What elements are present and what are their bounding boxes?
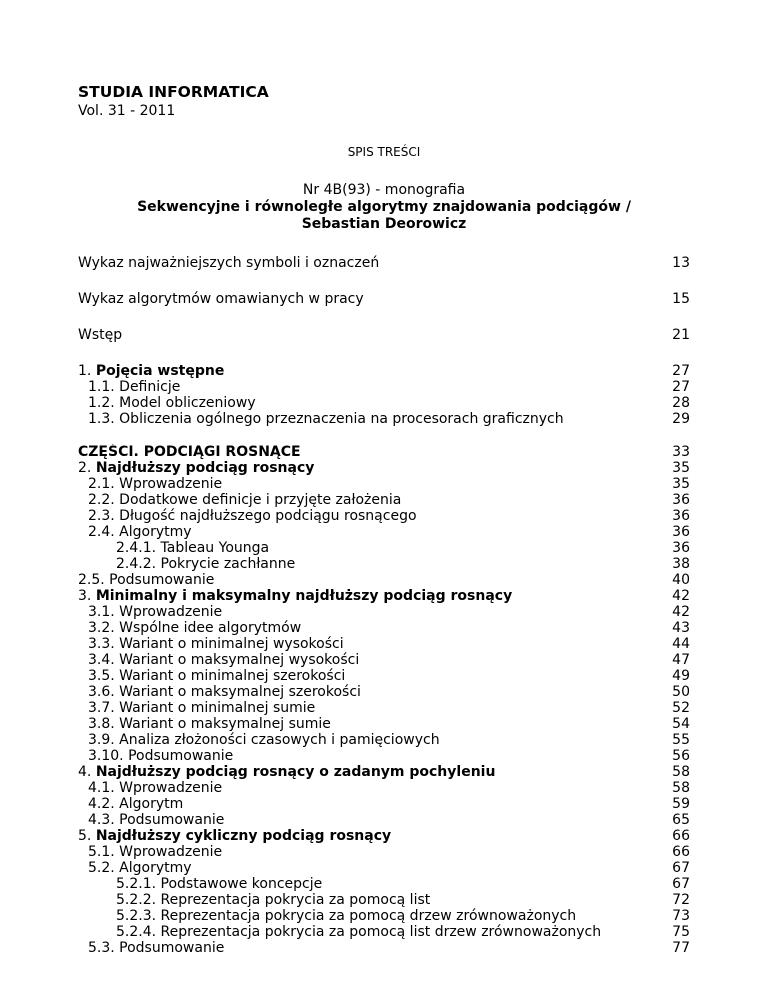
journal-title: STUDIA INFORMATICA	[78, 83, 269, 101]
chapter-title: Najdłuższy podciąg rosnący	[95, 460, 315, 476]
toc-entry-page: 42	[672, 588, 690, 604]
toc-entry-label: 3.3. Wariant o minimalnej wysokości	[88, 636, 344, 652]
toc-entry-label: 3.5. Wariant o minimalnej szerokości	[88, 668, 346, 684]
toc-entry-label: 5.2.1. Podstawowe koncepcje	[116, 876, 323, 892]
toc-entry[interactable]	[78, 395, 690, 411]
toc-entry[interactable]	[78, 572, 690, 588]
toc-entry-page: 43	[672, 620, 690, 636]
toc-entry-page: 47	[672, 652, 690, 668]
toc-entry-page: 15	[672, 291, 690, 307]
toc-entry-page: 50	[672, 684, 690, 700]
toc-subentry[interactable]	[78, 876, 690, 892]
toc-entry-label: 4.2. Algorytm	[88, 796, 184, 812]
toc-entry-label: 3.6. Wariant o maksymalnej szerokości	[88, 684, 361, 700]
toc-entry-label: 2.1. Wprowadzenie	[88, 476, 223, 492]
toc-entry-label: 3.10. Podsumowanie	[88, 748, 234, 764]
toc-entry-label: 4.3. Podsumowanie	[88, 812, 225, 828]
chapter-number: 5.	[78, 828, 96, 844]
toc-entry[interactable]	[78, 796, 690, 812]
toc-entry-page: 36	[672, 508, 690, 524]
toc-entry-label: Wykaz algorytmów omawianych w pracy	[78, 291, 364, 307]
toc-entry[interactable]	[78, 780, 690, 796]
toc-entry[interactable]	[78, 411, 690, 427]
toc-entry-page: 21	[672, 327, 690, 343]
toc-entry-page: 77	[672, 940, 690, 956]
toc-entry-page: 40	[672, 572, 690, 588]
toc-chapter-3[interactable]	[78, 588, 690, 604]
toc-entry[interactable]	[78, 940, 690, 956]
chapter-title: Najdłuższy cykliczny podciąg rosnący	[95, 828, 392, 844]
toc-entry[interactable]	[78, 748, 690, 764]
toc-entry-label: 5.2. Algorytmy	[88, 860, 192, 876]
table-of-contents	[78, 255, 690, 956]
toc-entry-page: 65	[672, 812, 690, 828]
toc-entry-label: 2.5. Podsumowanie	[78, 572, 215, 588]
toc-entry-label: 5.2.4. Reprezentacja pokrycia za pomocą list drzew zrównoważonych	[116, 924, 602, 940]
toc-entry-page: 29	[672, 411, 690, 427]
toc-entry-page: 13	[672, 255, 690, 271]
toc-subentry[interactable]	[78, 892, 690, 908]
toc-entry-page: 73	[672, 908, 690, 924]
toc-entry-page: 55	[672, 732, 690, 748]
chapter-title: Pojęcia wstępne	[95, 363, 225, 379]
toc-entry-label: 1.1. Definicje	[88, 379, 181, 395]
toc-entry-page: 58	[672, 764, 690, 780]
toc-chapter-2[interactable]	[78, 460, 690, 476]
toc-entry-label: 3.8. Wariant o maksymalnej sumie	[88, 716, 331, 732]
toc-entry-label: 5.1. Wprowadzenie	[88, 844, 223, 860]
toc-entry-page: 27	[672, 363, 690, 379]
toc-entry-page: 58	[672, 780, 690, 796]
toc-entry-page: 35	[672, 460, 690, 476]
toc-entry-page: 36	[672, 524, 690, 540]
toc-chapter-1[interactable]	[78, 363, 690, 379]
toc-entry-label: 2.4.2. Pokrycie zachłanne	[116, 556, 296, 572]
toc-subentry[interactable]	[78, 556, 690, 572]
document-page	[78, 82, 690, 956]
toc-entry-label: 3.9. Analiza złożoności czasowych i pamięciowych	[88, 732, 440, 748]
toc-entry[interactable]	[78, 844, 690, 860]
toc-entry[interactable]	[78, 524, 690, 540]
toc-entry[interactable]	[78, 668, 690, 684]
chapter-number: 3.	[78, 588, 96, 604]
chapter-title: Minimalny i maksymalny najdłuższy podciąg rosnący	[95, 588, 513, 604]
toc-entry-label: 1.2. Model obliczeniowy	[88, 395, 256, 411]
toc-entry-page: 35	[672, 476, 690, 492]
toc-entry-page: 36	[672, 492, 690, 508]
toc-entry[interactable]	[78, 636, 690, 652]
toc-entry-label: 3.4. Wariant o maksymalnej wysokości	[88, 652, 360, 668]
chapter-number: 1.	[78, 363, 96, 379]
toc-entry-page: 59	[672, 796, 690, 812]
toc-part-1[interactable]	[78, 444, 690, 460]
toc-entry-page: 38	[672, 556, 690, 572]
toc-entry-label: Wykaz najważniejszych symboli i oznaczeń	[78, 255, 380, 271]
toc-heading: SPIS TREŚCI	[347, 145, 421, 159]
toc-entry[interactable]	[78, 812, 690, 828]
toc-entry-page: 28	[672, 395, 690, 411]
toc-entry-page: 67	[672, 860, 690, 876]
toc-entry-page: 72	[672, 892, 690, 908]
toc-entry-label: 5.2.2. Reprezentacja pokrycia za pomocą list	[116, 892, 431, 908]
toc-entry-page: 42	[672, 604, 690, 620]
toc-entry[interactable]	[78, 476, 690, 492]
chapter-title: Najdłuższy podciąg rosnący o zadanym pochyleniu	[95, 764, 496, 780]
toc-entry-page: 75	[672, 924, 690, 940]
toc-entry[interactable]	[78, 508, 690, 524]
book-title-line1: Sekwencyjne i równoległe algorytmy znajdowania podciągów /	[137, 199, 631, 215]
toc-entry-page: 52	[672, 700, 690, 716]
toc-entry[interactable]	[78, 379, 690, 395]
toc-entry-page: 27	[672, 379, 690, 395]
toc-entry-label: 2.2. Dodatkowe definicje i przyjęte założenia	[88, 492, 402, 508]
toc-chapter-5[interactable]	[78, 828, 690, 844]
toc-entry[interactable]	[78, 684, 690, 700]
chapter-number: 2.	[78, 460, 96, 476]
toc-entry-label: 2.4. Algorytmy	[88, 524, 192, 540]
toc-entry-intro[interactable]	[78, 327, 690, 343]
toc-entry[interactable]	[78, 860, 690, 876]
toc-chapter-4[interactable]	[78, 764, 690, 780]
toc-subentry[interactable]	[78, 924, 690, 940]
toc-entry-label: 3.2. Wspólne idee algorytmów	[88, 620, 302, 636]
toc-entry[interactable]	[78, 492, 690, 508]
toc-entry-symbols[interactable]	[78, 255, 690, 271]
toc-entry-page: 56	[672, 748, 690, 764]
toc-entry-page: 66	[672, 844, 690, 860]
toc-entry[interactable]	[78, 620, 690, 636]
toc-entry-label: 5.3. Podsumowanie	[88, 940, 225, 956]
toc-entry-page: 33	[672, 444, 690, 460]
toc-entry[interactable]	[78, 604, 690, 620]
toc-entry[interactable]	[78, 716, 690, 732]
toc-entry-label: 5.2.3. Reprezentacja pokrycia za pomocą drzew zrównoważonych	[116, 908, 577, 924]
toc-entry-label: 4.1. Wprowadzenie	[88, 780, 223, 796]
toc-entry-page: 49	[672, 668, 690, 684]
toc-entry-label: Wstęp	[78, 327, 123, 343]
toc-entry-label: 2.3. Długość najdłuższego podciągu rosnącego	[88, 508, 417, 524]
journal-volume: Vol. 31 - 2011	[78, 103, 176, 119]
toc-subentry[interactable]	[78, 908, 690, 924]
chapter-number: 4.	[78, 764, 96, 780]
toc-entry-label: 2.4.1. Tableau Younga	[116, 540, 270, 556]
issue-number: Nr 4B(93) - monografia	[302, 182, 466, 198]
toc-entry-page: 54	[672, 716, 690, 732]
toc-entry-label: 1.3. Obliczenia ogólnego przeznaczenia na procesorach graficznych	[88, 411, 564, 427]
toc-entry[interactable]	[78, 700, 690, 716]
toc-entry-label: 3.1. Wprowadzenie	[88, 604, 223, 620]
part-title: CZĘŚCI. PODCIĄGI ROSNĄCE	[78, 444, 301, 460]
toc-entry-page: 36	[672, 540, 690, 556]
toc-entry-page: 67	[672, 876, 690, 892]
toc-entry-page: 66	[672, 828, 690, 844]
book-title-line2: Sebastian Deorowicz	[301, 216, 467, 232]
toc-subentry[interactable]	[78, 540, 690, 556]
toc-entry-algorithms[interactable]	[78, 291, 690, 307]
toc-entry-page: 44	[672, 636, 690, 652]
toc-entry-label: 3.7. Wariant o minimalnej sumie	[88, 700, 316, 716]
toc-entry[interactable]	[78, 732, 690, 748]
toc-entry[interactable]	[78, 652, 690, 668]
